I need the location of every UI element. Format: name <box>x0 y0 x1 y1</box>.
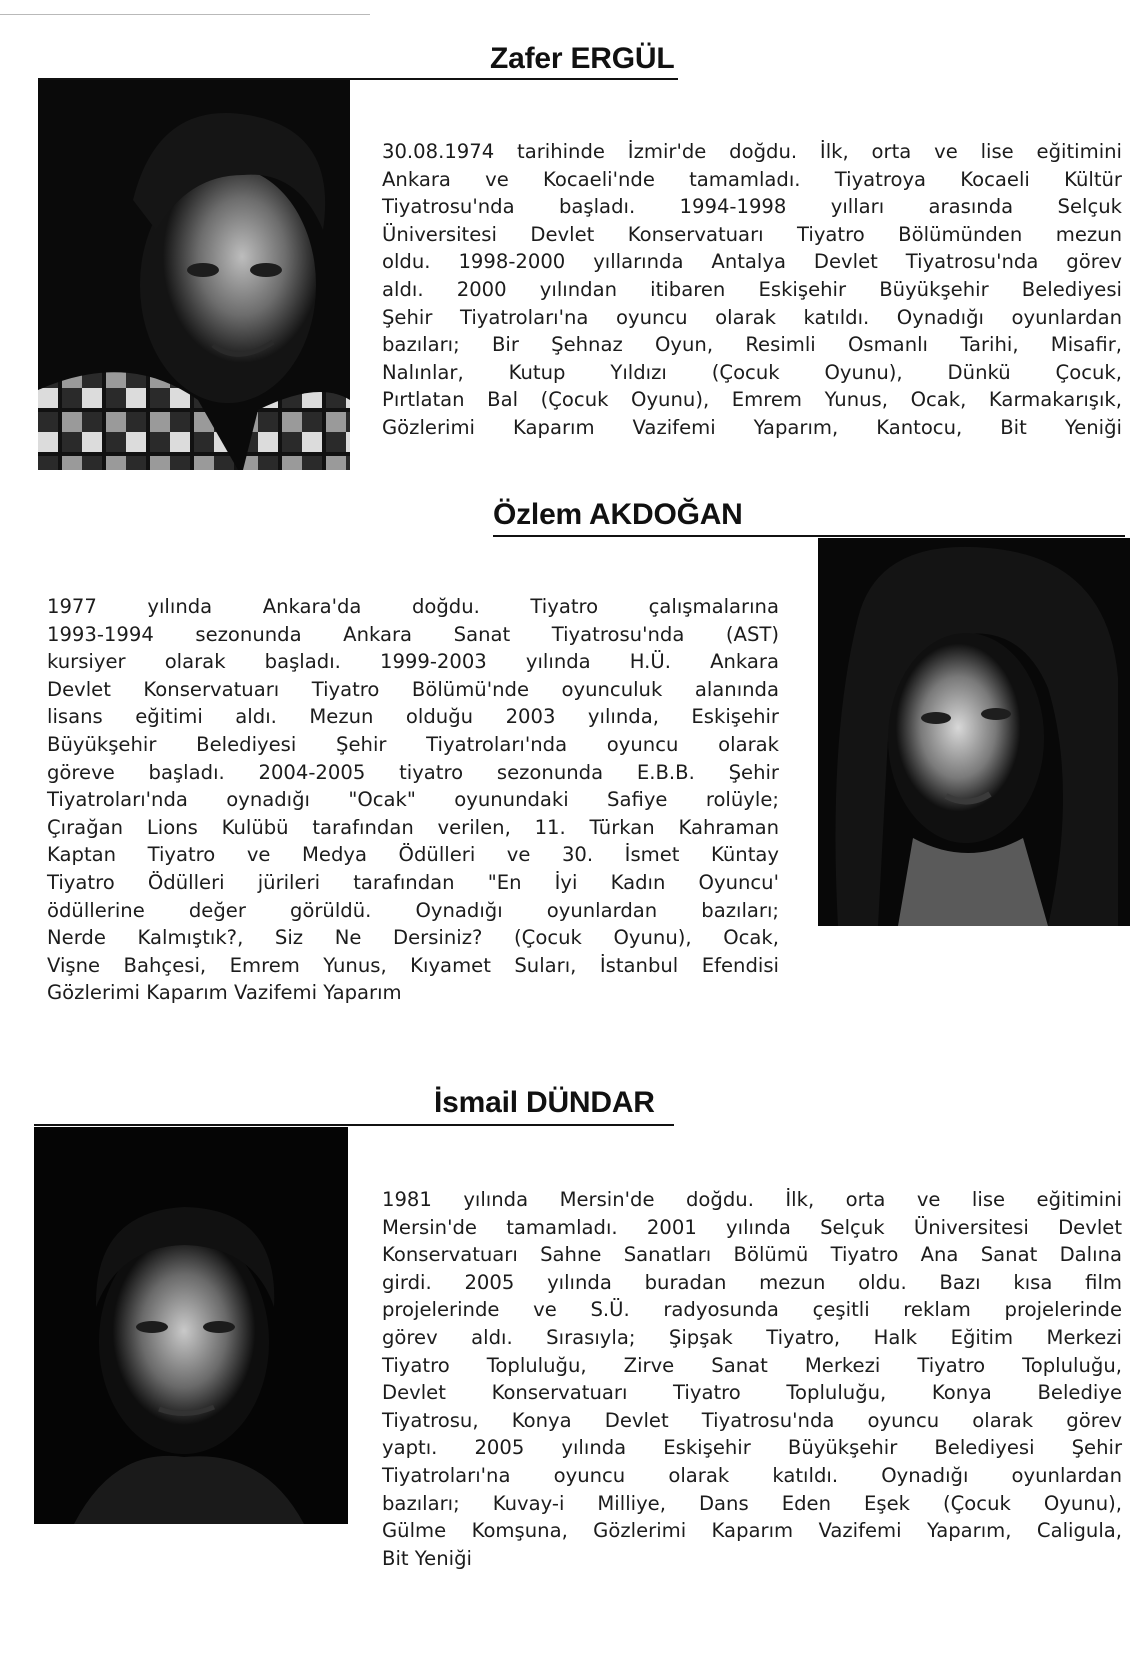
bio-line: 1981 yılında Mersin'de doğdu. İlk, orta ve lise eğitimini <box>382 1188 1122 1211</box>
bio-line: 1977 yılında Ankara'da doğdu. Tiyatro çalışmalarına <box>47 595 779 618</box>
bio-line: görev aldı. Sırasıyla; Şipşak Tiyatro, Halk Eğitim Merkezi <box>382 1325 1122 1349</box>
bio-line: projelerinde ve S.Ü. radyosunda çeşitli reklam projelerinde <box>382 1298 1122 1322</box>
profile-bio-ozlem <box>47 593 779 1007</box>
bio-line: ödüllerine değer görüldü. Oynadığı oyunlardan bazıları; <box>47 898 779 922</box>
bio-line: lisans eğitimi aldı. Mezun olduğu 2003 yılında, Eskişehir <box>47 705 779 729</box>
bio-line: Konservatuarı Sahne Sanatları Bölümü Tiyatro Ana Sanat Dalına <box>382 1243 1122 1267</box>
bio-line: Bit Yeniği <box>382 1546 472 1570</box>
bio-line: Vişne Bahçesi, Emrem Yunus, Kıyamet Suları, İstanbul Efendisi <box>47 953 779 977</box>
portrait-zafer-image <box>38 80 350 470</box>
bio-line: Devlet Konservatuarı Tiyatro Bölümü'nde oyunculuk alanında <box>47 677 779 701</box>
bio-line: Çırağan Lions Kulübü tarafından verilen, 11. Türkan Kahraman <box>47 815 779 839</box>
bio-line: Tiyatro Topluluğu, Zirve Sanat Merkezi Tiyatro Topluluğu, <box>382 1353 1122 1377</box>
bio-line: kursiyer olarak başladı. 1999-2003 yılında H.Ü. Ankara <box>47 650 779 674</box>
bio-line: Tiyatroları'nda oynadığı "Ocak" oyunundaki Safiye rolüyle; <box>47 788 779 812</box>
bio-line: girdi. 2005 yılında buradan mezun oldu. Bazı kısa film <box>382 1270 1122 1294</box>
profile-name-ismail: İsmail DÜNDAR <box>434 1086 655 1119</box>
portrait-ismail-image <box>34 1127 348 1524</box>
bio-line: bazıları; Bir Şehnaz Oyun, Resimli Osmanlı Tarihi, Misafir, <box>382 333 1122 357</box>
bio-line: Tiyatro Ödülleri jürileri tarafından "En İyi Kadın Oyuncu' <box>47 870 779 894</box>
bio-line: Büyükşehir Belediyesi Şehir Tiyatroları'nda oyuncu olarak <box>47 732 779 756</box>
bio-line: Üniversitesi Devlet Konservatuarı Tiyatro Bölümünden mezun <box>382 222 1122 246</box>
bio-line: Gözlerimi Kaparım Vazifemi Yaparım, Kantocu, Bit Yeniği <box>382 415 1122 439</box>
bio-line: 30.08.1974 tarihinde İzmir'de doğdu. İlk, orta ve lise eğitimini <box>382 140 1122 163</box>
bio-line: Nerde Kalmıştık?, Siz Ne Dersiniz? (Çocuk Oyunu), Ocak, <box>47 926 779 950</box>
bio-line: Nalınlar, Kutup Yıldızı (Çocuk Oyunu), Dünkü Çocuk, <box>382 360 1122 384</box>
profile-bio-zafer <box>382 138 1122 442</box>
bio-line: Devlet Konservatuarı Tiyatro Topluluğu, Konya Belediye <box>382 1381 1122 1405</box>
portrait-photo-zafer <box>38 80 350 470</box>
profile-bio-ismail <box>382 1186 1122 1572</box>
top-rule <box>0 14 370 15</box>
portrait-ozlem-image <box>818 538 1130 926</box>
bio-line: Gülme Komşuna, Gözlerimi Kaparım Vazifemi Yaparım, Caligula, <box>382 1519 1122 1543</box>
bio-line: Tiyatrosu, Konya Devlet Tiyatrosu'nda oyuncu olarak görev <box>382 1408 1122 1432</box>
bio-line: Pırtlatan Bal (Çocuk Oyunu), Emrem Yunus, Ocak, Karmakarışık, <box>382 388 1122 412</box>
name-underline-ismail <box>34 1124 674 1126</box>
bio-line: göreve başladı. 2004-2005 tiyatro sezonunda E.B.B. Şehir <box>47 760 779 784</box>
portrait-photo-ismail <box>34 1127 348 1524</box>
bio-line: Şehir Tiyatroları'na oyuncu olarak katıldı. Oynadığı oyunlardan <box>382 305 1122 329</box>
bio-line: 1993-1994 sezonunda Ankara Sanat Tiyatrosu'nda (AST) <box>47 622 779 646</box>
profile-name-ozlem: Özlem AKDOĞAN <box>493 498 743 531</box>
bio-line: Kaptan Tiyatro ve Medya Ödülleri ve 30. İsmet Küntay <box>47 843 779 867</box>
bio-line: Tiyatroları'na oyuncu olarak katıldı. Oynadığı oyunlardan <box>382 1463 1122 1487</box>
bio-line: bazıları; Kuvay-i Milliye, Dans Eden Eşek (Çocuk Oyunu), <box>382 1491 1122 1515</box>
bio-line: Tiyatrosu'nda başladı. 1994-1998 yılları arasında Selçuk <box>382 195 1122 219</box>
bio-line: Ankara ve Kocaeli'nde tamamladı. Tiyatroya Kocaeli Kültür <box>382 167 1122 191</box>
portrait-photo-ozlem <box>818 538 1130 926</box>
bio-line: oldu. 1998-2000 yıllarında Antalya Devlet Tiyatrosu'nda görev <box>382 250 1122 274</box>
bio-line: aldı. 2000 yılından itibaren Eskişehir Büyükşehir Belediyesi <box>382 277 1122 301</box>
bio-line: Gözlerimi Kaparım Vazifemi Yaparım <box>47 981 402 1005</box>
profile-name-zafer: Zafer ERGÜL <box>490 42 675 75</box>
bio-line: yaptı. 2005 yılında Eskişehir Büyükşehir Belediyesi Şehir <box>382 1436 1122 1460</box>
name-underline-ozlem <box>493 535 1125 537</box>
bio-line: Mersin'de tamamladı. 2001 yılında Selçuk Üniversitesi Devlet <box>382 1215 1122 1239</box>
